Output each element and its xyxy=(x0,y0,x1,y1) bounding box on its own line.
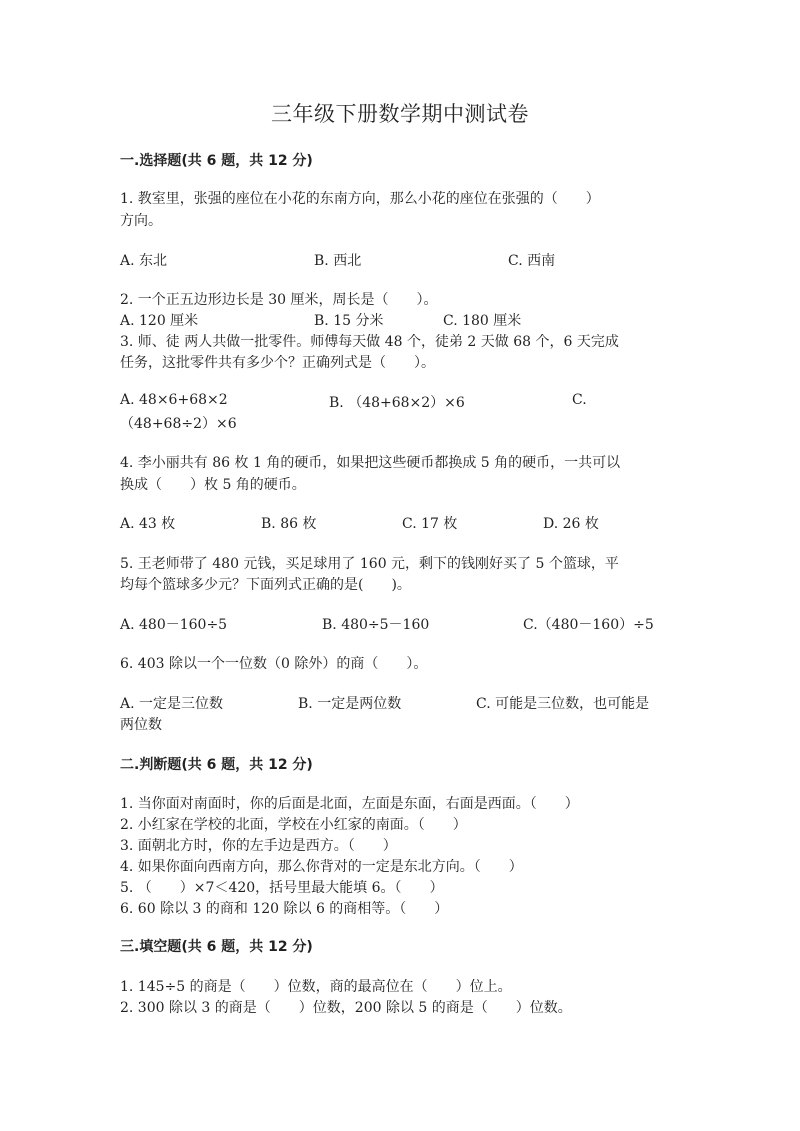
section-heading-fill-blank: 三.填空题(共 6 题，共 12 分) xyxy=(120,939,313,955)
question-3-option-c: （48+68÷2）×6 xyxy=(120,416,237,432)
judgement-item-6: 6. 60 除以 3 的商和 120 除以 6 的商相等。（ ） xyxy=(120,901,449,917)
question-3-option-b: B. （48+68×2）×6 xyxy=(329,395,465,411)
question-2-option-c: C. 180 厘米 xyxy=(443,313,522,329)
question-5-line-1: 5. 王老师带了 480 元钱，买足球用了 160 元，剩下的钱刚好买了 5 个篮球，平 xyxy=(120,556,619,572)
question-5-option-b: B. 480÷5－160 xyxy=(322,617,430,633)
question-3-line-1: 3. 师、徒 两人共做一批零件。师傅每天做 48 个，徒弟 2 天做 68 个，6 天完成 xyxy=(120,334,619,350)
question-6-option-a: A. 一定是三位数 xyxy=(120,696,224,712)
section-heading-judgement: 二.判断题(共 6 题，共 12 分) xyxy=(120,757,313,773)
question-6-option-b: B. 一定是两位数 xyxy=(298,696,402,712)
question-2-option-a: A. 120 厘米 xyxy=(120,313,199,329)
section-heading-choice: 一.选择题(共 6 题，共 12 分) xyxy=(120,153,313,169)
question-4-option-d: D. 26 枚 xyxy=(543,516,599,532)
question-6-option-c-continued: 两位数 xyxy=(120,717,162,733)
fill-blank-item-1: 1. 145÷5 的商是（ ）位数，商的最高位在（ ）位上。 xyxy=(120,979,512,995)
fill-blank-item-2: 2. 300 除以 3 的商是（ ）位数，200 除以 5 的商是（ ）位数。 xyxy=(120,1000,572,1016)
judgement-item-5: 5. （ ）×7＜420，括号里最大能填 6。（ ） xyxy=(120,880,444,896)
question-4-option-b: B. 86 枚 xyxy=(261,516,317,532)
question-4-option-a: A. 43 枚 xyxy=(120,516,176,532)
question-4-option-c: C. 17 枚 xyxy=(402,516,458,532)
question-3-option-c-label: C. xyxy=(572,392,587,408)
judgement-item-2: 2. 小红家在学校的北面，学校在小红家的南面。（ ） xyxy=(120,817,467,833)
question-5-option-a: A. 480－160÷5 xyxy=(120,617,228,633)
question-3-line-2: 任务，这批零件共有多少个？正确列式是（ ）。 xyxy=(120,355,435,371)
question-6-option-c: C. 可能是三位数，也可能是 xyxy=(476,696,650,712)
judgement-item-1: 1. 当你面对南面时，你的后面是北面，左面是东面，右面是西面。（ ） xyxy=(120,796,579,812)
judgement-item-3: 3. 面朝北方时，你的左手边是西方。（ ） xyxy=(120,838,397,854)
page-title: 三年级下册数学期中测试卷 xyxy=(271,102,529,126)
question-5-line-2: 均每个篮球多少元？下面列式正确的是( )。 xyxy=(120,577,411,593)
question-3-option-a: A. 48×6+68×2 xyxy=(120,392,228,408)
question-1-option-c: C. 西南 xyxy=(508,253,556,269)
question-2-option-b: B. 15 分米 xyxy=(314,313,384,329)
question-1-option-a: A. 东北 xyxy=(120,253,168,269)
judgement-item-4: 4. 如果你面向西南方向，那么你背对的一定是东北方向。（ ） xyxy=(120,859,523,875)
question-5-option-c: C.（480－160）÷5 xyxy=(523,617,654,633)
question-1-option-b: B. 西北 xyxy=(314,253,362,269)
question-1-line-1: 1. 教室里，张强的座位在小花的东南方向，那么小花的座位在张强的（ ） xyxy=(120,191,600,207)
question-1-line-2: 方向。 xyxy=(120,213,162,229)
question-2-line-1: 2. 一个正五边形边长是 30 厘米，周长是（ ）。 xyxy=(120,292,438,308)
question-4-line-2: 换成（ ）枚 5 角的硬币。 xyxy=(120,477,306,493)
question-4-line-1: 4. 李小丽共有 86 枚 1 角的硬币，如果把这些硬币都换成 5 角的硬币，一共可以 xyxy=(120,455,621,471)
question-6-line-1: 6. 403 除以一个一位数（0 除外）的商（ ）。 xyxy=(120,656,428,672)
